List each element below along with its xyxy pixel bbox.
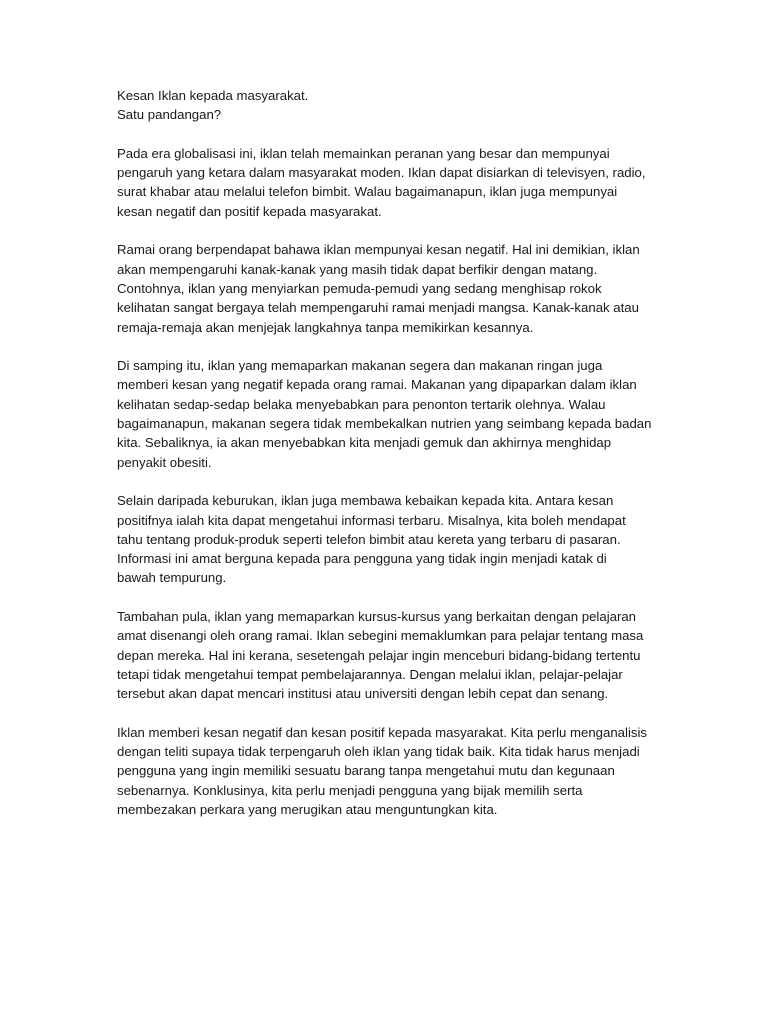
paragraph-line: Tambahan pula, iklan yang memaparkan kursus-kursus yang berkaitan dengan pelajaran bbox=[117, 609, 637, 625]
paragraph-line: amat disenangi oleh orang ramai. Iklan sebegini memaklumkan para pelajar tentang masa bbox=[117, 628, 644, 644]
paragraph-line: kesan negatif dan positif kepada masyarakat. bbox=[117, 203, 382, 219]
paragraph-introduction bbox=[117, 144, 657, 221]
paragraph-line: positifnya ialah kita dapat mengetahui informasi terbaru. Misalnya, kita boleh mendapat bbox=[117, 512, 626, 528]
paragraph-line: Ramai orang berpendapat bahawa iklan mempunyai kesan negatif. Hal ini demikian, iklan bbox=[117, 242, 640, 258]
paragraph-line: pengguna yang ingin memiliki sesuatu barang tanpa mengetahui mutu dan kegunaan bbox=[117, 763, 615, 779]
paragraph-line: surat khabar atau melalui telefon bimbit. Walau bagaimanapun, iklan juga mempunyai bbox=[117, 184, 618, 200]
paragraph-line: kelihatan sedap-sedap belaka menyebabkan para penonton tertarik olehnya. Walau bbox=[117, 396, 606, 412]
paragraph-line: bawah tempurung. bbox=[117, 570, 227, 586]
paragraph-line: Selain daripada keburukan, iklan juga membawa kebaikan kepada kita. Antara kesan bbox=[117, 493, 614, 509]
paragraph-line: tetapi tidak mengetahui tempat pembelajarannya. Dengan melalui iklan, pelajar-pelajar bbox=[117, 666, 623, 682]
paragraph-line: Contohnya, iklan yang menyiarkan pemuda-pemudi yang sedang menghisap rokok bbox=[117, 280, 602, 296]
paragraph-line: Informasi ini amat berguna kepada para pengguna yang tidak ingin menjadi katak di bbox=[117, 551, 607, 567]
title-line: Kesan Iklan kepada masyarakat. bbox=[117, 88, 309, 103]
paragraph-line: Di samping itu, iklan yang memaparkan makanan segera dan makanan ringan juga bbox=[117, 358, 603, 374]
paragraph-line: bagaimanapun, makanan segera tidak membekalkan nutrien yang seimbang kepada badan bbox=[117, 416, 652, 432]
paragraph-line: dengan teliti supaya tidak terpengaruh oleh iklan yang tidak baik. Kita tidak harus menjadi bbox=[117, 744, 640, 760]
paragraph-line: akan mempengaruhi kanak-kanak yang masih tidak dapat berfikir dengan matang. bbox=[117, 261, 598, 277]
document-title bbox=[117, 86, 657, 125]
paragraph-line: Iklan memberi kesan negatif dan kesan positif kepada masyarakat. Kita perlu menganalisis bbox=[117, 724, 647, 740]
document-body bbox=[117, 86, 657, 839]
paragraph-line: tahu tentang produk-produk seperti telefon bimbit atau kereta yang terbaru di pasaran. bbox=[117, 531, 621, 547]
paragraph-line: Pada era globalisasi ini, iklan telah memainkan peranan yang besar dan mempunyai bbox=[117, 145, 610, 161]
paragraph-courses bbox=[117, 607, 657, 703]
paragraph-line: kita. Sebaliknya, ia akan menyebabkan kita menjadi gemuk dan akhirnya menghidap bbox=[117, 435, 612, 451]
paragraph-fast-food bbox=[117, 356, 657, 472]
paragraph-line: memberi kesan yang negatif kepada orang ramai. Makanan yang dipaparkan dalam iklan bbox=[117, 377, 637, 393]
paragraph-line: kelihatan sangat bergaya telah mempengaruhi ramai menjadi mangsa. Kanak-kanak atau bbox=[117, 300, 639, 316]
paragraph-line: penyakit obesiti. bbox=[117, 454, 212, 470]
paragraph-line: pengaruh yang ketara dalam masyarakat moden. Iklan dapat disiarkan di televisyen, radio, bbox=[117, 165, 646, 181]
paragraph-positive-effects bbox=[117, 491, 657, 587]
paragraph-negative-effects bbox=[117, 240, 657, 336]
paragraph-line: tersebut akan dapat mencari institusi atau universiti dengan lebih cepat dan senang. bbox=[117, 686, 609, 702]
paragraph-conclusion bbox=[117, 723, 657, 819]
paragraph-line: sebenarnya. Konklusinya, kita perlu menjadi pengguna yang bijak memilih serta bbox=[117, 782, 583, 798]
subtitle-line: Satu pandangan? bbox=[117, 107, 222, 123]
paragraph-line: depan mereka. Hal ini kerana, sesetengah pelajar ingin menceburi bidang-bidang tertentu bbox=[117, 647, 641, 663]
paragraph-line: membezakan perkara yang merugikan atau menguntungkan kita. bbox=[117, 801, 498, 817]
paragraph-line: remaja-remaja akan menjejak langkahnya tanpa memikirkan kesannya. bbox=[117, 319, 534, 335]
